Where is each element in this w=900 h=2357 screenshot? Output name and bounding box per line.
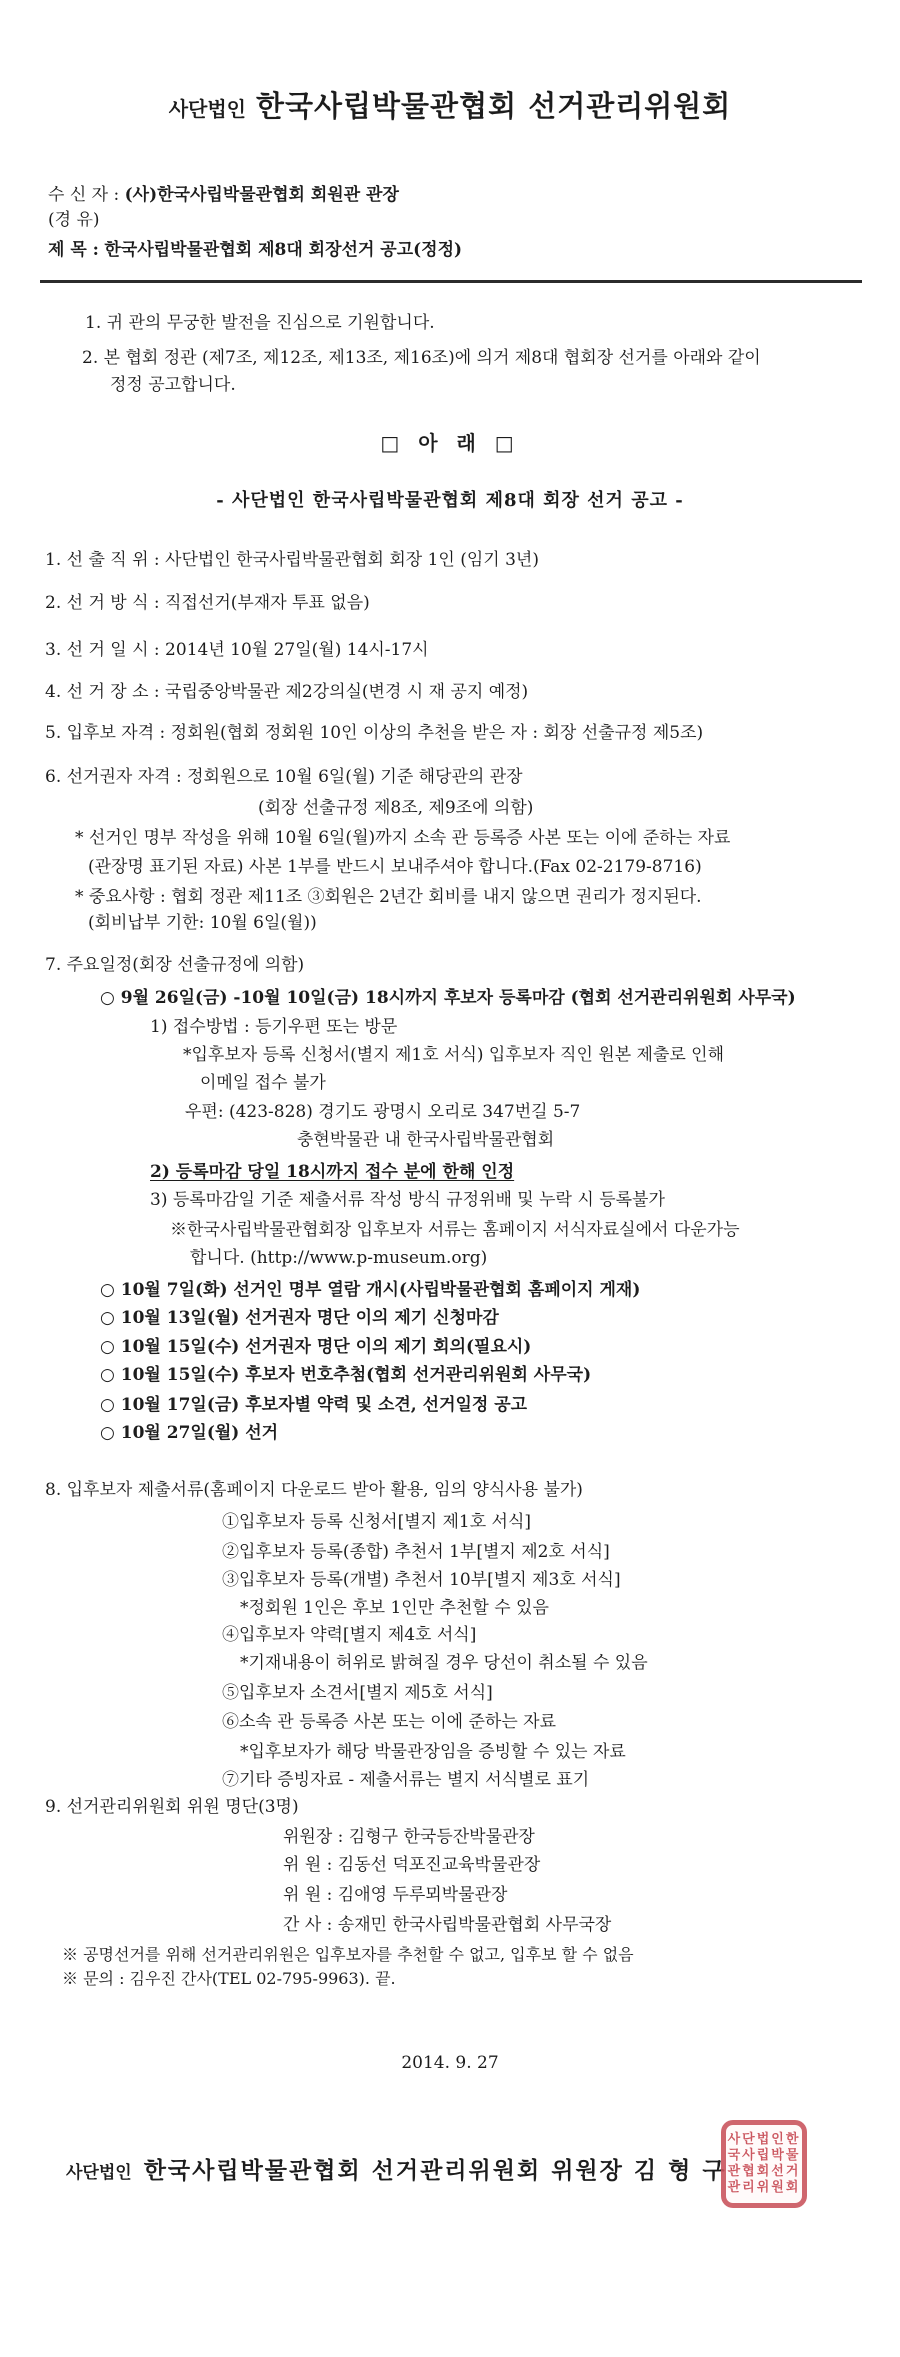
document-item-6-note: *입후보자가 해당 박물관장임을 증빙할 수 있는 자료	[240, 1742, 626, 1762]
seal-text-row: 사단법인한	[727, 2132, 801, 2147]
signer-org-type: 사단법인	[66, 2163, 132, 2183]
documents-heading: 8. 입후보자 제출서류(홈페이지 다운로드 받아 활용, 임의 양식사용 불가)	[45, 1480, 583, 1500]
signer-name-line: 한국사립박물관협회 선거관리위원회 위원장 김 형 구	[143, 2157, 727, 2184]
signature-line	[66, 2152, 727, 2185]
recipient-row	[48, 183, 399, 207]
document-item-7: ⑦기타 증빙자료 - 제출서류는 별지 서식별로 표기	[222, 1770, 590, 1790]
subject-value: 한국사립박물관협회 제8대 회장선거 공고(정정)	[104, 240, 463, 260]
org-type-label: 사단법인	[168, 97, 246, 121]
seal-text-row: 관리위원회	[727, 2180, 801, 2195]
registration-method-note-2: 이메일 접수 불가	[200, 1073, 326, 1093]
schedule-heading: 7. 주요일정(회장 선출규정에 의함)	[45, 955, 305, 975]
registration-deadline-rule: 2) 등록마감 당일 18시까지 접수 분에 한해 인정	[150, 1162, 515, 1182]
document-letterhead	[0, 89, 900, 123]
voter-note-5: (회비납부 기한: 10월 6일(월))	[88, 913, 317, 933]
schedule-item-3: ○ 10월 15일(수) 선거권자 명단 이의 제기 회의(필요시)	[100, 1337, 532, 1357]
intro-line-3: 정정 공고합니다.	[110, 375, 236, 395]
registration-download-note-2: 합니다. (http://www.p-museum.org)	[190, 1248, 488, 1268]
official-seal-stamp	[721, 2120, 807, 2208]
document-item-4-note: *기재내용이 허위로 밝혀질 경우 당선이 취소될 수 있음	[240, 1653, 648, 1673]
recipient-label: 수 신 자 :	[48, 185, 120, 205]
schedule-item-6: ○ 10월 27일(월) 선거	[100, 1423, 279, 1443]
committee-member-3: 위 원 : 김애영 두루뫼박물관장	[283, 1885, 508, 1905]
seal-text-row: 국사립박물	[727, 2148, 801, 2163]
intro-line-2: 2. 본 협회 정관 (제7조, 제12조, 제13조, 제16조)에 의거 제8대 협회장 선거를 아래와 같이	[82, 348, 761, 368]
item-voter: 6. 선거권자 자격 : 정회원으로 10월 6일(월) 기준 해당관의 관장	[45, 767, 523, 787]
announcement-title: - 사단법인 한국사립박물관협회 제8대 회장 선거 공고 -	[216, 490, 684, 511]
schedule-item-1: ○ 10월 7일(화) 선거인 명부 열람 개시(사립박물관협회 홈페이지 게재)	[100, 1280, 641, 1300]
org-name-title: 한국사립박물관협회 선거관리위원회	[255, 89, 732, 123]
intro-line-1: 1. 귀 관의 무궁한 발전을 진심으로 기원합니다.	[85, 313, 435, 333]
item-position: 1. 선 출 직 위 : 사단법인 한국사립박물관협회 회장 1인 (임기 3년)	[45, 550, 539, 570]
subject-label: 제 목 :	[48, 240, 99, 260]
item-venue: 4. 선 거 장 소 : 국립중앙박물관 제2강의실(변경 시 재 공지 예정)	[45, 682, 529, 702]
committee-member-4: 간 사 : 송재민 한국사립박물관협회 사무국장	[283, 1915, 612, 1935]
voter-note-2: * 선거인 명부 작성을 위해 10월 6일(월)까지 소속 관 등록증 사본 또는 이에 준하는 자료	[75, 828, 731, 848]
registration-period: ○ 9월 26일(금) -10월 10일(금) 18시까지 후보자 등록마감 (협회 선거관리위원회 사무국)	[100, 988, 796, 1008]
document-item-2: ②입후보자 등록(종합) 추천서 1부[별지 제2호 서식]	[222, 1542, 610, 1562]
via-row: (경 유)	[48, 210, 100, 230]
registration-method-note-1: *입후보자 등록 신청서(별지 제1호 서식) 입후보자 직인 원본 제출로 인해	[183, 1045, 725, 1065]
footnote-1: ※ 공명선거를 위해 선거관리위원은 입후보자를 추천할 수 없고, 입후보 할 수 없음	[62, 1945, 634, 1964]
registration-download-note-1: ※한국사립박물관협회장 입후보자 서류는 홈페이지 서식자료실에서 다운가능	[170, 1220, 740, 1240]
registration-method: 1) 접수방법 : 등기우편 또는 방문	[150, 1017, 398, 1037]
header-divider	[40, 280, 862, 283]
footnote-2: ※ 문의 : 김우진 간사(TEL 02-795-9963). 끝.	[62, 1969, 396, 1988]
below-marker: □ 아 래 □	[380, 431, 520, 455]
schedule-item-4: ○ 10월 15일(수) 후보자 번호추첨(협회 선거관리위원회 사무국)	[100, 1365, 592, 1385]
document-item-3-note: *정회원 1인은 후보 1인만 추천할 수 있음	[240, 1598, 549, 1618]
registration-mail-address-2: 충현박물관 내 한국사립박물관협회	[297, 1130, 555, 1150]
item-datetime: 3. 선 거 일 시 : 2014년 10월 27일(월) 14시-17시	[45, 640, 429, 660]
voter-note-3: (관장명 표기된 자료) 사본 1부를 반드시 보내주셔야 합니다.(Fax 02-2179-8716)	[88, 857, 702, 877]
registration-reject-rule: 3) 등록마감일 기준 제출서류 작성 방식 규정위배 및 누락 시 등록불가	[150, 1190, 665, 1210]
document-item-6: ⑥소속 관 등록증 사본 또는 이에 준하는 자료	[222, 1712, 557, 1732]
document-date: 2014. 9. 27	[401, 2053, 499, 2073]
voter-note-1: (회장 선출규정 제8조, 제9조에 의함)	[258, 798, 534, 818]
schedule-item-2: ○ 10월 13일(월) 선거권자 명단 이의 제기 신청마감	[100, 1308, 499, 1328]
schedule-item-5: ○ 10월 17일(금) 후보자별 약력 및 소견, 선거일정 공고	[100, 1395, 528, 1415]
committee-member-1: 위원장 : 김형구 한국등잔박물관장	[283, 1827, 535, 1847]
item-method: 2. 선 거 방 식 : 직접선거(부재자 투표 없음)	[45, 593, 370, 613]
document-item-4: ④입후보자 약력[별지 제4호 서식]	[222, 1625, 477, 1645]
document-item-5: ⑤입후보자 소견서[별지 제5호 서식]	[222, 1683, 493, 1703]
subject-row	[48, 238, 462, 262]
document-item-3: ③입후보자 등록(개별) 추천서 10부[별지 제3호 서식]	[222, 1570, 621, 1590]
voter-note-4: * 중요사항 : 협회 정관 제11조 ③회원은 2년간 회비를 내지 않으면 권리가 정지된다.	[75, 887, 702, 907]
registration-mail-address-1: 우편: (423-828) 경기도 광명시 오리로 347번길 5-7	[185, 1102, 581, 1122]
seal-text-row: 관협회선거	[727, 2164, 801, 2179]
item-candidacy: 5. 입후보 자격 : 정회원(협회 정회원 10인 이상의 추천을 받은 자 : 회장 선출규정 제5조)	[45, 723, 704, 743]
committee-member-2: 위 원 : 김동선 덕포진교육박물관장	[283, 1855, 541, 1875]
recipient-value: (사)한국사립박물관협회 회원관 관장	[124, 185, 399, 205]
document-item-1: ①입후보자 등록 신청서[별지 제1호 서식]	[222, 1512, 532, 1532]
committee-heading: 9. 선거관리위원회 위원 명단(3명)	[45, 1797, 299, 1817]
